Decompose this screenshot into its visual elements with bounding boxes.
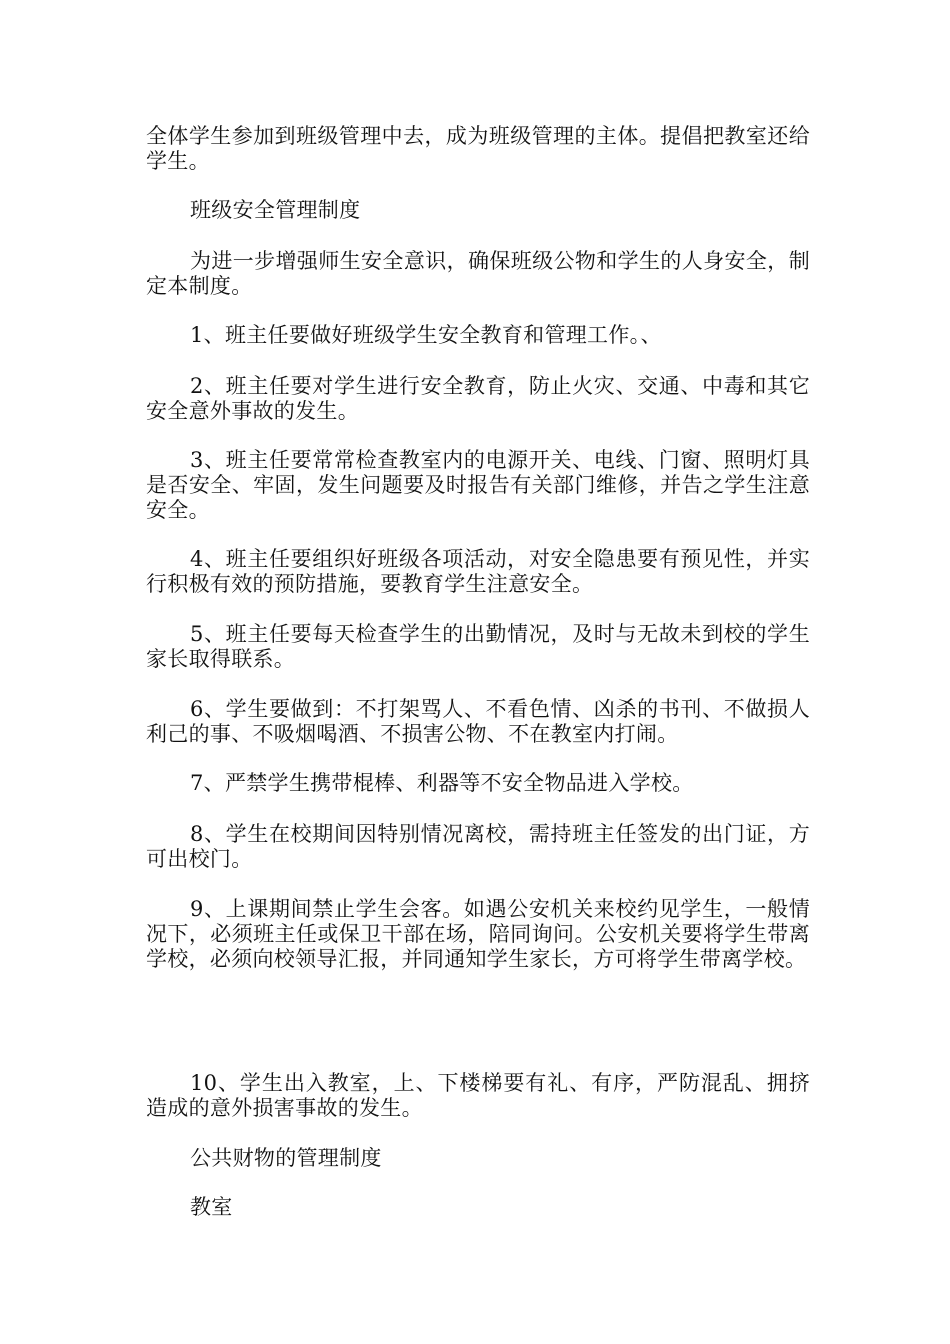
rule-item: 4、班主任要组织好班级各项活动，对安全隐患要有预见性，并实行积极有效的预防措施，要教育学生注意安全。 — [146, 547, 810, 596]
rule-item: 5、班主任要每天检查学生的出勤情况，及时与无故未到校的学生家长取得联系。 — [146, 622, 810, 671]
rule-item: 10、学生出入教室，上、下楼梯要有礼、有序，严防混乱、拥挤造成的意外损害事故的发生。 — [146, 1071, 810, 1120]
rule-item: 9、上课期间禁止学生会客。如遇公安机关来校约见学生，一般情况下，必须班主任或保卫干部在场，陪同询问。公安机关要将学生带离学校，必须向校领导汇报，并同通知学生家长，方可将学生带离学校。 — [146, 897, 810, 971]
rule-item: 3、班主任要常常检查教室内的电源开关、电线、门窗、照明灯具是否安全、牢固，发生问题要及时报告有关部门维修，并告之学生注意安全。 — [146, 448, 810, 522]
subsection-title: 教室 — [190, 1195, 233, 1219]
section-title-2: 公共财物的管理制度 — [190, 1146, 382, 1170]
purpose-paragraph: 为进一步增强师生安全意识，确保班级公物和学生的人身安全，制定本制度。 — [146, 249, 810, 298]
intro-paragraph: 全体学生参加到班级管理中去，成为班级管理的主体。提倡把教室还给学生。 — [146, 124, 810, 173]
rule-item: 6、学生要做到：不打架骂人、不看色情、凶杀的书刊、不做损人利己的事、不吸烟喝酒、不损害公物、不在教室内打闹。 — [146, 697, 810, 746]
rule-item: 2、班主任要对学生进行安全教育，防止火灾、交通、中毒和其它安全意外事故的发生。 — [146, 374, 810, 423]
rule-item: 8、学生在校期间因特别情况离校，需持班主任签发的出门证，方可出校门。 — [146, 822, 810, 871]
rule-item: 7、严禁学生携带棍棒、利器等不安全物品进入学校。 — [190, 771, 694, 795]
rule-item: 1、班主任要做好班级学生安全教育和管理工作。、 — [190, 323, 662, 347]
section-title: 班级安全管理制度 — [190, 198, 361, 222]
